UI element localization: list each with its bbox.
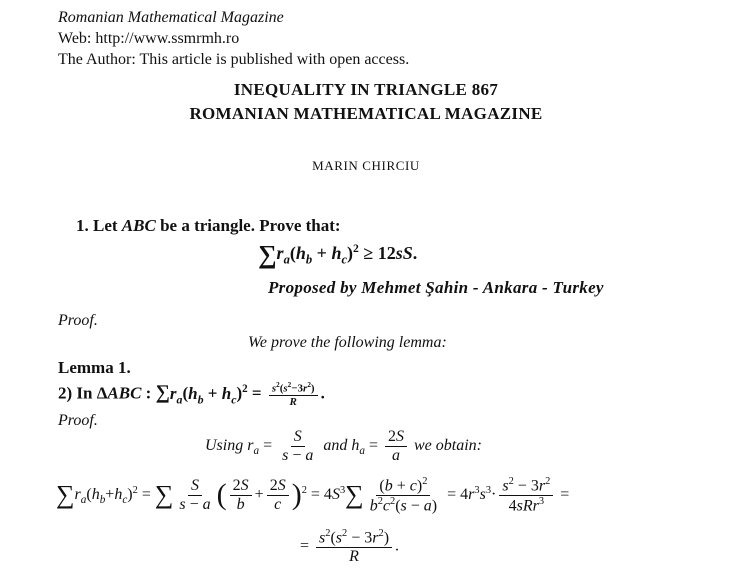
article-subtitle: ROMANIAN MATHEMATICAL MAGAZINE: [189, 104, 543, 123]
license-line: The Author: This article is published with open access.: [58, 51, 410, 68]
lemma-intro: We prove the following lemma:: [248, 334, 447, 351]
problem-statement: 1. Let ABC be a triangle. Prove that:: [76, 216, 341, 235]
main-inequality: $\sum r_a(h_b + h_c)^2 \ge 12sS$.: [258, 240, 418, 269]
using-text: Using: [205, 436, 244, 454]
lemma-label: Lemma 1.: [58, 358, 131, 377]
website-line: Web: http://www.ssmrmh.ro: [58, 30, 240, 47]
proof-label-2: Proof.: [58, 412, 98, 429]
derivation-line-2: = $\frac{s^2(s^2 - 3r^2)}{R}$ .: [300, 528, 400, 565]
obtain-text: we obtain:: [413, 436, 482, 454]
and-text: and: [323, 436, 348, 454]
journal-name: Romanian Mathematical Magazine: [58, 9, 284, 26]
author-name: MARIN CHIRCIU: [312, 158, 420, 173]
proposer-line: Proposed by Mehmet Şahin - Ankara - Turkey: [268, 278, 604, 297]
using-line: Using $r_a$ = $\frac{S}{s - a}$ and $h_a$ = $\frac{2S}{a}$ we obtain:: [205, 428, 482, 464]
derivation-line-1: $\sum r_a(h_b+h_c)^2$ = ∑ $\frac{S}{s - a}$ ( $\frac{2S}{b}$ + $\frac{2S}{c}$ )$^2 = 4S^3\sum$ $\frac{(b + c)^2}{b^2c^2(s - a)}$ = $4r^3s^3\cdot$ $\frac{s^2 - 3r^2}{4sRr^3}$ =: [56, 476, 570, 515]
lemma-statement: 2) In ΔABC : $\sum r_a(h_b + h_c)^2$ = $\frac{s^2(s^2-3r^2)}{R}$ .: [58, 380, 325, 408]
article-title: INEQUALITY IN TRIANGLE 867: [233, 80, 499, 99]
proof-label: Proof.: [58, 312, 98, 329]
